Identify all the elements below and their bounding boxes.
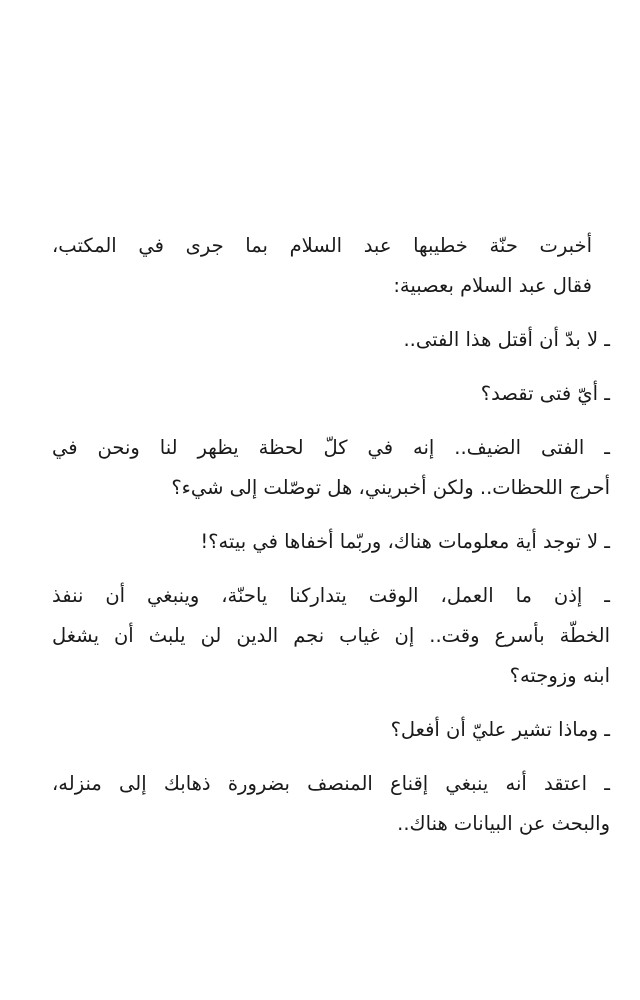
text-line: ـ أيّ فتى تقصد؟ xyxy=(480,382,610,405)
text-line: ـ إذن ما العمل، الوقت يتداركنا ياحنّة، وينبغي أن ننفذ xyxy=(52,584,610,607)
paragraph-5 xyxy=(52,522,610,562)
text-line: فقال عبد السلام بعصبية: xyxy=(393,274,592,297)
text-line: أخبرت حنّة خطيبها عبد السلام بما جرى في المكتب، xyxy=(52,234,592,257)
paragraph-2 xyxy=(52,320,610,360)
text-line: أحرج اللحظات.. ولكن أخبريني، هل توصّلت إلى شيء؟ xyxy=(171,476,610,499)
paragraph-8 xyxy=(52,764,610,844)
text-line: ـ لا توجد أية معلومات هناك، وربّما أخفاها في بيته؟! xyxy=(200,530,610,553)
paragraph-1 xyxy=(52,226,610,306)
text-line: ـ لا بدّ أن أقتل هذا الفتى.. xyxy=(403,328,610,351)
page-text xyxy=(52,226,610,858)
text-line: ـ وماذا تشير عليّ أن أفعل؟ xyxy=(390,718,610,741)
text-line: الخطّة بأسرع وقت.. إن غياب نجم الدين لن يلبث أن يشغل xyxy=(52,624,610,647)
text-line: والبحث عن البيانات هناك.. xyxy=(397,812,610,835)
text-line: ـ الفتى الضيف.. إنه في كلّ لحظة يظهر لنا ونحن في xyxy=(52,436,610,459)
text-line: ـ اعتقد أنه ينبغي إقناع المنصف بضرورة ذهابك إلى منزله، xyxy=(52,772,610,795)
paragraph-6 xyxy=(52,576,610,696)
paragraph-7 xyxy=(52,710,610,750)
text-line: ابنه وزوجته؟ xyxy=(509,664,610,687)
paragraph-4 xyxy=(52,428,610,508)
paragraph-3 xyxy=(52,374,610,414)
